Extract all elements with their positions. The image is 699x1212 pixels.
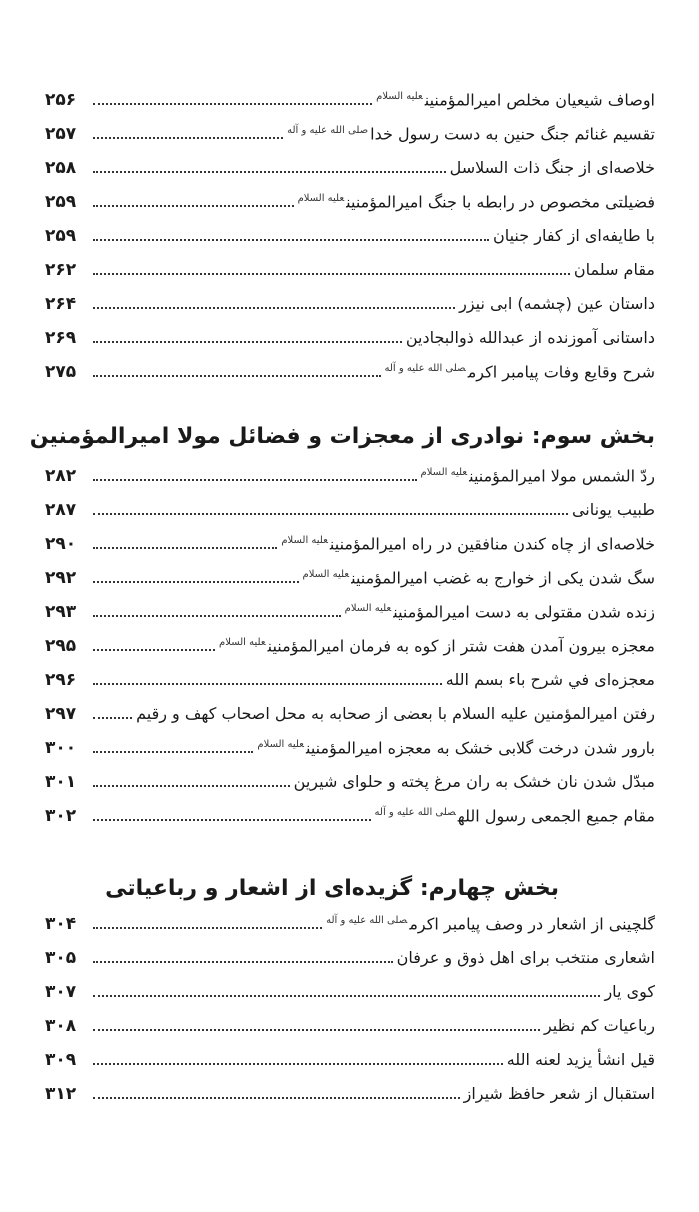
honorific-glyph: علیه السلام	[420, 466, 468, 478]
toc-entry-page-number: ۲۹۲	[45, 568, 77, 588]
toc-entry[interactable]	[45, 762, 655, 796]
toc-entry[interactable]	[45, 694, 655, 728]
dot-leader	[93, 513, 568, 515]
toc-entry-title-text: رفتن امیرالمؤمنین علیه السلام با بعضی از صحابه به محل اصحاب کهف و رقیم	[136, 704, 655, 723]
toc-entry-title	[303, 565, 656, 592]
toc-entry[interactable]	[45, 1074, 655, 1108]
toc-entry-title-text: ردّ الشمس مولا امیرالمؤمنین	[469, 466, 655, 485]
toc-entry-page-number: ۲۸۲	[45, 466, 77, 486]
toc-entry[interactable]	[45, 182, 655, 216]
section-heading-3: بخش سوم: نوادری از معجزات و فضائل مولا امیرالمؤمنین	[29, 424, 655, 449]
toc-entry-title	[136, 704, 655, 728]
section-heading-4: بخش چهارم: گزیده‌ای از اشعار و رباعیاتی	[105, 876, 559, 901]
dot-leader	[93, 375, 381, 377]
dot-leader	[93, 961, 393, 963]
dot-leader	[93, 479, 417, 481]
toc-entry-title-text: معجزه‌ای في شرح باء بسم الله	[445, 670, 655, 689]
toc-entry[interactable]	[45, 728, 655, 762]
toc-entry[interactable]	[45, 1040, 655, 1074]
toc-entry-title-text: گلچینی از اشعار در وصف پیامبر اکرم	[409, 914, 655, 933]
toc-entry-page-number: ۳۰۵	[45, 948, 77, 968]
toc-entry[interactable]	[45, 216, 655, 250]
honorific-glyph: علیه السلام	[219, 636, 266, 648]
dot-leader	[93, 751, 253, 753]
toc-entry-title-text: تقسیم غنائم جنگ حنین به دست رسول خدا	[370, 124, 655, 143]
toc-entry-page-number: ۳۰۰	[45, 738, 77, 758]
dot-leader	[93, 307, 455, 309]
dot-leader	[93, 683, 442, 685]
toc-entry-page-number: ۲۵۶	[45, 90, 77, 110]
toc-entry-page-number: ۳۰۹	[45, 1050, 77, 1070]
toc-entry-title-text: معجزه بیرون آمدن هفت شتر از کوه به فرمان امیرالمؤمنین	[267, 636, 655, 655]
toc-entry-title	[376, 87, 655, 114]
honorific-glyph: صلی الله علیه و آله	[384, 362, 466, 374]
dot-leader	[93, 1029, 540, 1031]
toc-entry-title	[294, 772, 655, 796]
toc-entry[interactable]	[45, 456, 655, 490]
honorific-glyph: صلی الله علیه و آله	[287, 124, 369, 136]
toc-entry-title-text: قیل انشأ یزید لعنه الله	[506, 1050, 655, 1069]
toc-entry-title	[281, 531, 655, 558]
toc-entry-title	[507, 1050, 655, 1074]
toc-entry-title	[464, 1084, 655, 1108]
toc-entry-title	[375, 803, 655, 830]
dot-leader	[93, 103, 372, 105]
dot-leader	[93, 615, 341, 617]
toc-entry-title	[287, 121, 655, 148]
dot-leader	[93, 341, 402, 343]
toc-entry-page-number: ۲۷۵	[45, 362, 77, 382]
toc-entry-page-number: ۲۶۹	[45, 328, 77, 348]
dot-leader	[93, 717, 132, 719]
honorific-glyph: علیه السلام	[376, 90, 423, 102]
toc-entry-title	[406, 328, 655, 352]
toc-entry[interactable]	[45, 626, 655, 660]
dot-leader	[93, 581, 299, 583]
dot-leader	[93, 819, 371, 821]
dot-leader	[93, 547, 277, 549]
dot-leader	[93, 1097, 460, 1099]
toc-entry-page-number: ۲۹۷	[45, 704, 77, 724]
toc-entry-title-text: سگ شدن یکی از خوارج به غضب امیرالمؤمنین	[351, 568, 655, 587]
toc-entry-title	[450, 158, 655, 182]
toc-entry-title	[604, 982, 655, 1006]
toc-entry-title-text: اشعاری منتخب برای اهل ذوق و عرفان	[396, 948, 655, 967]
toc-entry[interactable]	[45, 148, 655, 182]
toc-entry[interactable]	[45, 938, 655, 972]
honorific-glyph: علیه السلام	[281, 534, 328, 546]
toc-entry-title-text: طبیب یونانی	[571, 500, 655, 519]
toc-entry-title	[219, 633, 655, 660]
toc-entry-title-text: استقبال از شعر حافظ شیراز	[463, 1084, 655, 1103]
toc-entry-title-text: خلاصه‌ای از چاه کندن منافقین در راه امیرالمؤمنین	[329, 534, 655, 553]
toc-section-1	[45, 80, 655, 386]
toc-entry-title-text: رباعیات کم نظیر	[543, 1016, 655, 1035]
toc-entry-page-number: ۲۹۶	[45, 670, 77, 690]
toc-entry-title-text: شرح وقایع وفات پیامبر اکرم	[467, 362, 655, 381]
toc-entry-title-text: داستانی آموزنده از عبدالله ذوالبجادین	[405, 328, 655, 347]
toc-entry[interactable]	[45, 592, 655, 626]
dot-leader	[93, 927, 322, 929]
dot-leader	[93, 137, 283, 139]
toc-entry-title-text: مقام سلمان	[573, 260, 655, 279]
toc-entry-title	[544, 1016, 655, 1040]
honorific-glyph: علیه السلام	[257, 738, 305, 750]
toc-section-3	[45, 456, 655, 830]
toc-entry[interactable]	[45, 284, 655, 318]
toc-entry-page-number: ۳۰۱	[45, 772, 77, 792]
toc-entry[interactable]	[45, 490, 655, 524]
toc-entry-title	[326, 911, 655, 938]
toc-entry-page-number: ۲۵۹	[45, 226, 77, 246]
dot-leader	[93, 785, 290, 787]
toc-entry[interactable]	[45, 114, 655, 148]
toc-entry[interactable]	[45, 972, 655, 1006]
toc-entry-title	[572, 500, 655, 524]
dot-leader	[93, 995, 600, 997]
toc-entry-title-text: داستان عین (چشمه) ابی نیزر	[459, 294, 655, 313]
toc-entry-title	[257, 735, 655, 762]
toc-entry[interactable]	[45, 796, 655, 830]
toc-entry-page-number: ۳۱۲	[45, 1084, 77, 1104]
toc-entry[interactable]	[45, 318, 655, 352]
dot-leader	[93, 1063, 503, 1065]
toc-entry-title	[493, 226, 655, 250]
toc-entry-title-text: بارور شدن درخت گلابی خشک به معجزه امیرالمؤمنین	[306, 738, 655, 757]
toc-entry-page-number: ۲۹۰	[45, 534, 77, 554]
toc-entry-page-number: ۳۰۴	[45, 914, 77, 934]
toc-entry-page-number: ۲۶۴	[45, 294, 77, 314]
toc-entry-title	[345, 599, 655, 626]
toc-entry-title	[385, 359, 655, 386]
toc-entry-page-number: ۲۵۷	[45, 124, 77, 144]
dot-leader	[93, 171, 446, 173]
toc-entry-title-text: با طایفه‌ای از کفار جنیان	[492, 226, 655, 245]
toc-entry-title	[421, 463, 655, 490]
dot-leader	[93, 649, 215, 651]
toc-section-4	[45, 904, 655, 1108]
honorific-glyph: علیه السلام	[344, 602, 392, 614]
dot-leader	[93, 239, 489, 241]
toc-entry-page-number: ۲۵۸	[45, 158, 77, 178]
toc-entry-title	[459, 294, 655, 318]
toc-entry[interactable]	[45, 250, 655, 284]
toc-entry-title-text: خلاصه‌ای از جنگ ذات السلاسل	[449, 158, 655, 177]
toc-entry-page-number: ۳۰۸	[45, 1016, 77, 1036]
toc-entry-page-number: ۲۵۹	[45, 192, 77, 212]
honorific-glyph: علیه السلام	[297, 192, 345, 204]
honorific-glyph: صلی الله علیه و آله	[374, 806, 456, 818]
toc-entry[interactable]	[45, 1006, 655, 1040]
toc-entry-page-number: ۲۶۲	[45, 260, 77, 280]
toc-entry[interactable]	[45, 352, 655, 386]
toc-entry[interactable]	[45, 80, 655, 114]
toc-entry-title-text: مبدّل شدن نان خشک به ران مرغ پخته و حلوای شیرین	[293, 772, 655, 791]
toc-entry-title-text: فضیلتی مخصوص در رابطه با جنگ امیرالمؤمنین	[346, 192, 655, 211]
toc-entry[interactable]	[45, 524, 655, 558]
toc-entry-title	[397, 948, 655, 972]
toc-entry-page-number: ۳۰۲	[45, 806, 77, 826]
toc-entry[interactable]	[45, 558, 655, 592]
toc-entry-page-number: ۲۸۷	[45, 500, 77, 520]
honorific-glyph: علیه السلام	[302, 568, 350, 580]
toc-entry-page-number: ۳۰۷	[45, 982, 77, 1002]
toc-entry-title	[446, 670, 655, 694]
dot-leader	[93, 205, 294, 207]
toc-entry-title-text: اوصاف شیعیان مخلص امیرالمؤمنین	[424, 90, 655, 109]
toc-entry-title	[574, 260, 655, 284]
toc-entry-title	[298, 189, 655, 216]
toc-entry-title-text: کوی یار	[604, 982, 655, 1001]
dot-leader	[93, 273, 570, 275]
toc-entry-page-number: ۲۹۵	[45, 636, 77, 656]
toc-entry-page-number: ۲۹۳	[45, 602, 77, 622]
toc-entry[interactable]	[45, 660, 655, 694]
toc-entry-title-text: مقام جمیع الجمعی رسول الله	[457, 806, 655, 825]
toc-entry-title-text: زنده شدن مقتولی به دست امیرالمؤمنین	[393, 602, 655, 621]
toc-entry[interactable]	[45, 904, 655, 938]
honorific-glyph: صلی الله علیه و آله	[326, 914, 408, 926]
